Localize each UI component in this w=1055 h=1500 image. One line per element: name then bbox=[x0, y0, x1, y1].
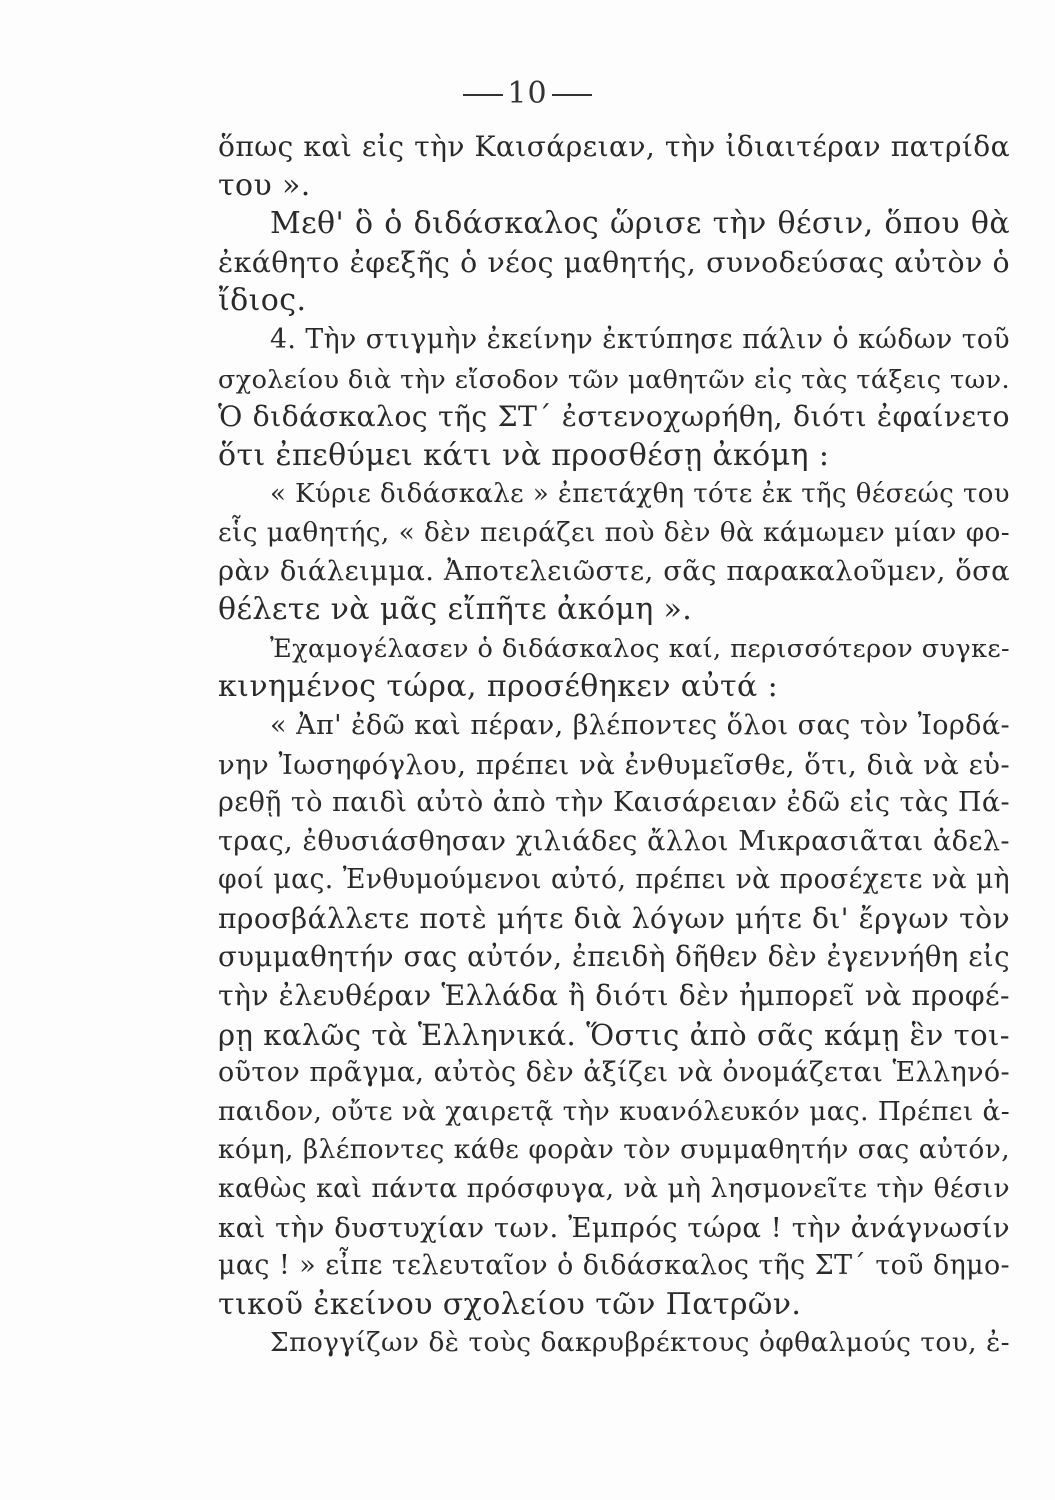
text-line: Ὁ διδάσκαλος τῆς ΣΤ΄ ἐστενοχωρήθη, διότι ἐφαίνετο bbox=[218, 400, 1010, 434]
text-line: ρῃ καλῶς τὰ Ἑλληνικά. Ὅστις ἀπὸ σᾶς κάμῃ ἓν τοι- bbox=[218, 1017, 1010, 1052]
text-line: Ἐχαμογέλασεν ὁ διδάσκαλος καί, περισσότερον συγκε- bbox=[270, 633, 1010, 664]
text-line: ἴδιος. bbox=[218, 283, 307, 319]
text-line: ὅτι ἐπεθύμει κάτι νὰ προσθέσῃ ἀκόμη : bbox=[218, 437, 830, 473]
text-line: Μεθ' ὃ ὁ διδάσκαλος ὥρισε τὴν θέσιν, ὅπου θὰ bbox=[270, 206, 1010, 242]
text-line: νην Ἰωσηφόγλου, πρέπει νὰ ἐνθυμεῖσθε, ὅτι, διὰ νὰ εὑ- bbox=[218, 748, 1010, 781]
text-line: φοί μας. Ἐνθυμούμενοι αὐτό, πρέπει νὰ προσέχετε νὰ μὴ bbox=[218, 864, 1010, 896]
text-line: προσβάλλετε ποτὲ μήτε διὰ λόγων μήτε δι' ἔργων τὸν bbox=[218, 901, 1010, 935]
page-number-value: 10 bbox=[507, 76, 548, 111]
text-line: συμμαθητήν σας αὐτόν, ἐπειδὴ δῆθεν δὲν ἐγεννήθη εἰς bbox=[218, 940, 1010, 974]
body-text bbox=[218, 128, 1010, 1363]
text-line: ρεθῇ τὸ παιδὶ αὐτὸ ἀπὸ τὴν Καισάρειαν ἐδῶ εἰς τὰς Πά- bbox=[218, 787, 1010, 819]
text-line: Σπογγίζων δὲ τοὺς δακρυβρέκτους ὀφθαλμούς του, ἐ- bbox=[270, 1327, 1010, 1359]
text-line: τικοῦ ἐκείνου σχολείου τῶν Πατρῶν. bbox=[218, 1286, 802, 1322]
text-line: σχολείου διὰ τὴν εἴσοδον τῶν μαθητῶν εἰς τὰς τάξεις των. bbox=[218, 363, 1010, 394]
text-line: 4. Τὴν στιγμὴν ἐκείνην ἐκτύπησε πάλιν ὁ κώδων τοῦ bbox=[270, 323, 1010, 355]
text-line: καθὼς καὶ πάντα πρόσφυγα, νὰ μὴ λησμονεῖτε τὴν θέσιν bbox=[218, 1173, 1010, 1205]
text-line: καὶ τὴν δυστυχίαν των. Ἐμπρός τώρα ! τὴν ἀνάγνωσίν bbox=[218, 1211, 1010, 1244]
text-line: ἐκάθητο ἐφεξῆς ὁ νέος μαθητής, συνοδεύσας αὐτὸν ὁ bbox=[218, 245, 1010, 279]
text-line: ρὰν διάλειμμα. Ἀποτελειῶστε, σᾶς παρακαλοῦμεν, ὅσα bbox=[218, 555, 1010, 587]
text-line: « Κύριε διδάσκαλε » ἐπετάχθη τότε ἐκ τῆς θέσεώς του bbox=[270, 479, 1010, 510]
text-line: του ». bbox=[218, 167, 311, 203]
text-line: κόμη, βλέποντες κάθε φορὰν τὸν συμμαθητήν σας αὐτόν, bbox=[218, 1134, 1010, 1166]
text-line: εἷς μαθητής, « δὲν πειράζει ποὺ δὲν θὰ κάμωμεν μίαν φο- bbox=[218, 517, 1010, 548]
text-line: τρας, ἐθυσιάσθησαν χιλιάδες ἄλλοι Μικρασιᾶται ἀδελ- bbox=[218, 825, 1010, 857]
text-line: μας ! » εἶπε τελευταῖον ὁ διδάσκαλος τῆς ΣΤ΄ τοῦ δημο- bbox=[218, 1250, 1010, 1282]
text-line: τὴν ἐλευθέραν Ἑλλάδα ἢ διότι δὲν ἠμπορεῖ νὰ προφέ- bbox=[218, 979, 1010, 1013]
text-line: οῦτον πρᾶγμα, αὐτὸς δὲν ἀξίζει νὰ ὀνομάζεται Ἑλληνό- bbox=[218, 1057, 1010, 1089]
page-number-dash-left bbox=[463, 94, 503, 96]
text-line: θέλετε νὰ μᾶς εἴπῆτε ἀκόμη ». bbox=[218, 592, 693, 628]
text-line: « Ἀπ' ἐδῶ καὶ πέραν, βλέποντες ὅλοι σας τὸν Ἰορδά- bbox=[270, 709, 1010, 741]
page-number-dash-right bbox=[552, 94, 592, 96]
page-number bbox=[0, 76, 1055, 111]
text-line: παιδον, οὔτε νὰ χαιρετᾷ τὴν κυανόλευκόν μας. Πρέπει ἀ- bbox=[218, 1096, 1010, 1127]
text-line: ὅπως καὶ εἰς τὴν Καισάρειαν, τὴν ἰδιαιτέραν πατρίδα bbox=[218, 130, 1010, 163]
text-line: κινημένος τώρα, προσέθηκεν αὐτά : bbox=[218, 669, 779, 705]
